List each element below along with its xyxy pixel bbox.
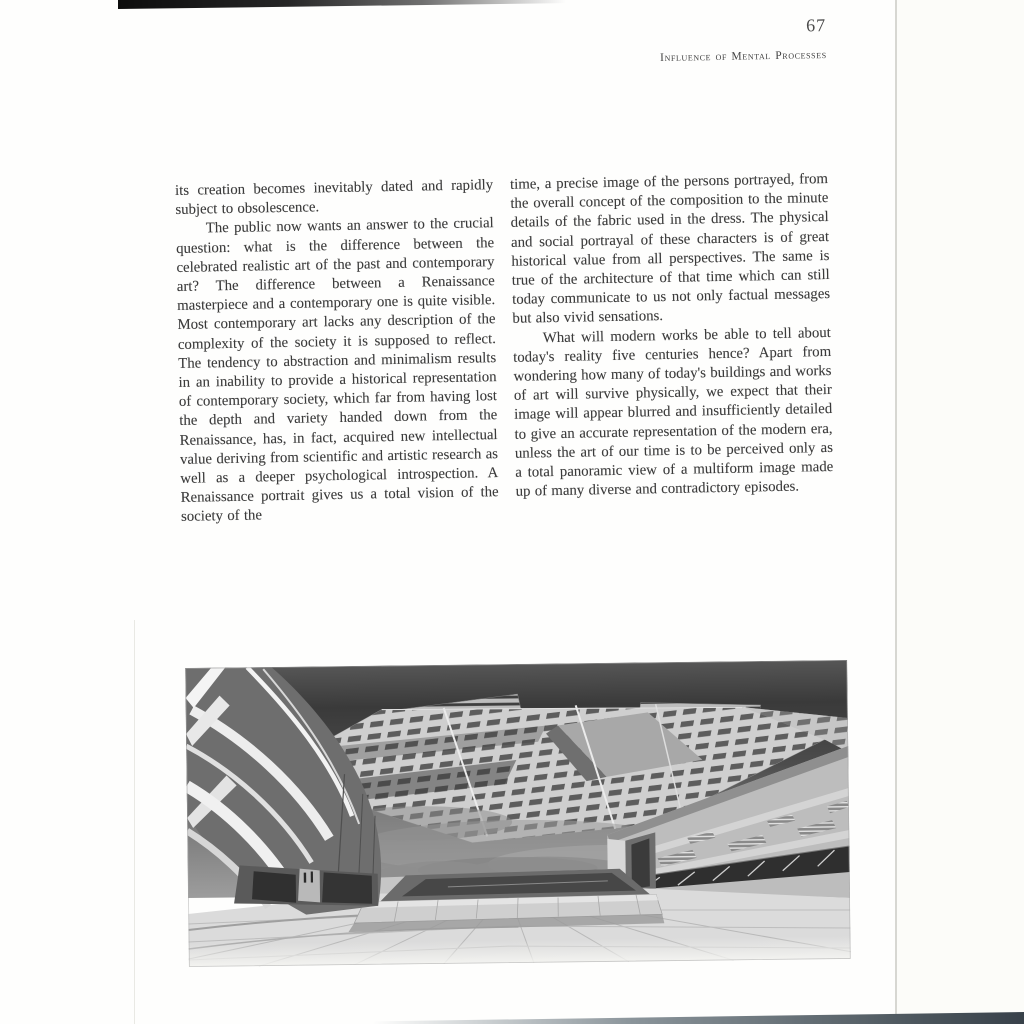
page-number: 67 (805, 15, 827, 36)
paragraph: The public now wants an answer to the crucial question: what is the difference between the celebrated realistic art of the past and contemporary art? The difference between a Renaissance masterpiece and a contemporary one is quite visible. Most contemporary art lacks any description of the complexity of the society it is supposed to reflect. The tendency to abstraction and minimalism results in an inability to provide a historical representation of contemporary society, which far from having lost the depth and variety handed down from the Renaissance, has, in fact, acquired new intellectual value deriving from scientific and artistic research as well as a deeper psychological introspection. A Renaissance portrait gives us a total vision of the society of the (175, 215, 499, 526)
page-content (172, 14, 835, 528)
paragraph: time, a precise image of the persons portrayed, from the overall concept of the composition to the minute details of the fabric used in the dress. The physical and social portrayal of these characters is of great historical value from all perspectives. The same is true of the architecture of that time which can still today communicate to us not only factual messages but also vivid sensations. (509, 170, 831, 328)
text-column-right (510, 170, 834, 521)
page-margin (897, 0, 1024, 1024)
page-edge-right (895, 0, 897, 1024)
page-header (172, 14, 827, 74)
architecture-rendering-graphic (185, 660, 851, 967)
paragraph: its creation becomes inevitably dated and rapidly subject to obsolescence. (174, 177, 494, 219)
running-head: Influence of Mental Processes (659, 49, 827, 65)
architectural-illustration (185, 660, 851, 967)
paragraph: What will modern works be able to tell about today's reality five centuries hence? Apart from wondering how many of today's buildings and works of art will survive physically, we expect that their image will appear blurred and insufficiently detailed to give an accurate representation of the modern era, unless the art of our time is to be perceived only as a total panoramic view of a multiform image made up of many diverse and contradictory episodes. (513, 324, 834, 501)
scan-top-edge-artifact (118, 0, 566, 9)
text-column-left (175, 176, 499, 527)
page-edge-left (134, 620, 135, 1024)
body-text (175, 170, 835, 528)
